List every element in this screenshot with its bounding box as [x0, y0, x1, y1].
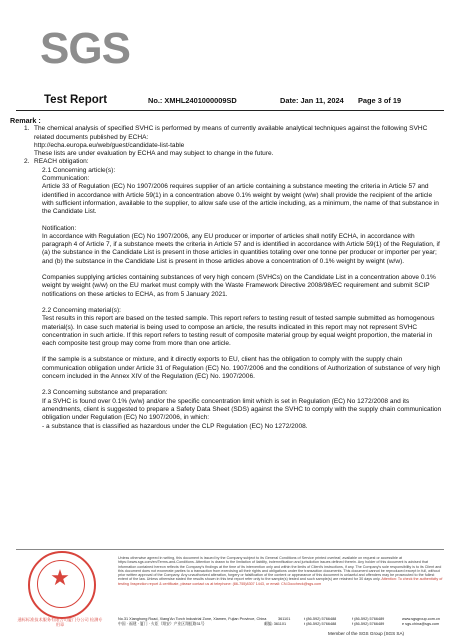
item-number: 2.	[24, 158, 30, 166]
notification-text: In accordance with Regulation (EC) No 1907/2006, any EU producer or importer of articles shall notify ECHA, in accordance with paragraph 4 of Article 7, if a substance meets the criteria in Article 57 and is identified in accordance with Article 59(1) of the Regulation, if (a) the substance in the Candidate List is present in those articles in quantities totaling over one tonne per producer or importer per year; and (b) the substance in the Candidate List is present in those articles above a concentration of 0.1% weight by weight (w/w).	[42, 232, 440, 265]
zip-en: 361101	[278, 617, 291, 621]
item1-text: The chemical analysis of specified SVHC is performed by means of currently available analytical techniques against the following SVHC related documents published by ECHA:	[34, 125, 428, 141]
item-number: 1.	[24, 125, 30, 133]
remark-item-2	[10, 158, 442, 430]
remark-item-1	[10, 125, 442, 158]
address-en: No.31 Xianghong Road, Xiang'An Torch Industrial Zone, Xiamen, Fujian Province, China	[118, 617, 267, 621]
item1-note: These lists are under evaluation by ECHA and may subject to change in the future.	[34, 150, 274, 158]
scip-text: Companies supplying articles containing substances of very high concern (SVHCs) on the Candidate List in a concentration above 0.1% weight by weight (w/w) on the EU market must comply with the Waste Framework Directive 2008/98/EC requirement and submit SCIP notifications on these articles to ECHA, as from 5 January 2021.	[42, 274, 436, 298]
member-note: Member of the SGS Group (SGS SA)	[328, 631, 405, 636]
sgs-logo-text: SGS	[40, 24, 130, 73]
section-2-2-title: 2.2 Concerning material(s):	[42, 306, 121, 314]
address-row-cn	[118, 622, 444, 627]
disclaimer-text: Unless otherwise agreed in writing, this document is issued by the Company subject to its General Conditions of Service printed overleaf, available on request or accessible at https://www.sgs.com/en/Terms-and-Conditions. Attention is drawn to the limitation of liability, indemnification and jurisdiction issues defined therein. Any holder of this document is advised that information contained hereon reflects the Company's findings at the time of its intervention only and within the limits of Client's instructions, if any. The Company's sole responsibility is to its Client and this document does not exonerate parties to a transaction from exercising all their rights and obligations under the transaction documents. This document cannot be reproduced except in full, without prior written approval of the Company. Any unauthorized alteration, forgery or falsification of the content or appearance of this document is unlawful and offenders may be prosecuted to the fullest extent of the law. Unless otherwise stated the results shown in this test report refer only to the sample(s) tested and such sample(s) are retained for 30 days only.	[118, 556, 442, 582]
authenticity-notice: Attention: To check the authenticity of testing /inspection report & certificate, please contact us at telephone: (86-755)8307 1443, or email: CN.Doccheck@sgs.com	[118, 577, 443, 586]
phone-1: t (86-592) 5766488	[304, 617, 337, 621]
fax-1: f (86-592) 5766489	[352, 617, 385, 621]
notification-label: Notification:	[42, 224, 77, 232]
echa-url[interactable]: http://echa.europa.eu/web/guest/candidate-list-table	[34, 141, 185, 149]
page-number: Page 3 of 19	[358, 96, 402, 105]
email-link[interactable]: e sgs.china@sgs.com	[402, 622, 440, 626]
remark-label: Remark :	[10, 116, 41, 125]
reach-details	[34, 167, 442, 431]
company-stamp	[16, 551, 104, 627]
section-2-2-text: Test results in this report are based on the tested sample. This report refers to testing result of tested sample submitted as homogenous material(s). In case such material is being used to compose an article, the results indicated in this report may not represent SVHC concentration in such article. If this report refers to testing result of composite material group by equal weight proportion, the material in each composite test group may come from more than one article.	[42, 315, 435, 348]
report-number: No.: XMHL2401000009SD	[148, 96, 237, 105]
remark-section	[10, 117, 442, 431]
website-link[interactable]: www.sgsgroup.com.cn	[402, 617, 440, 621]
zip-cn: 邮编: 361101	[264, 622, 287, 626]
fax-2: f (86-592) 5766489	[352, 622, 385, 626]
phone-2: t (86-592) 5766488	[304, 622, 337, 626]
communication-label: Communication:	[42, 175, 90, 183]
communication-text: Article 33 of Regulation (EC) No 1907/2006 requires supplier of an article containing a substance meeting the criteria in Article 57 and identified in accordance with Article 59(1) in a concentration above 0.1% weight by weight (w/w) shall provide the recipient of the article with sufficient information, available to the supplier, to allow safe use of the article including, as a minimum, the name of that substance in the Candidate List.	[42, 183, 439, 216]
section-2-1-title: 2.1 Concerning article(s):	[42, 166, 116, 174]
reach-obligation-title: REACH obligation:	[34, 158, 89, 166]
section-2-3-title: 2.3 Concerning substance and preparation:	[42, 389, 168, 397]
report-date: Date: Jan 11, 2024	[280, 96, 344, 105]
star-icon: ★	[50, 565, 70, 590]
stamp-text: 通标标准技术服务有限公司厦门分公司 检测专用章	[17, 617, 103, 627]
address-cn: 中国 · 福建 · 厦门 · 火炬（翔安）产业区翔虹路31号	[118, 622, 205, 626]
header-divider	[16, 110, 444, 111]
section-2-3-text: If a SVHC is found over 0.1% (w/w) and/or the specific concentration limit which is set in Regulation (EC) No 1272/2008 and its amendments, client is suggested to prepare a Safety Data Sheet (SDS) against the SVHC to comply with the supply chain communication obligation under Regulation (EC) No 1907/2006, in which:	[42, 397, 442, 422]
report-header	[0, 94, 457, 108]
sgs-logo	[40, 24, 130, 77]
footer-divider	[16, 549, 444, 550]
mixture-text: If the sample is a substance or mixture, and it directly exports to EU, client has the obligation to comply with the supply chain communication obligation under Article 31 of Regulation (EC) No. 1907/2006 and the conditions of Authorization of substance of very high concern included in the Annex XIV of the Regulation (EC) No. 1907/2006.	[42, 356, 441, 381]
disclaimer	[118, 556, 444, 586]
report-title: Test Report	[44, 94, 108, 106]
section-2-3-bullet: - a substance that is classified as hazardous under the CLP Regulation (EC) No 1272/2008.	[42, 422, 308, 430]
address-block	[118, 617, 444, 627]
